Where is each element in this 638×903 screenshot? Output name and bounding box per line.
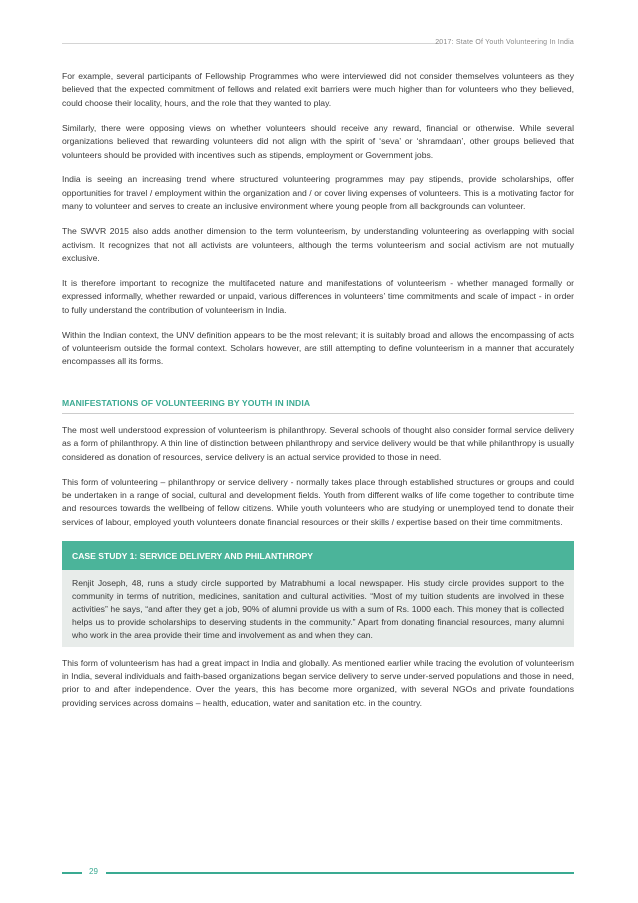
paragraph: This form of volunteerism has had a great impact in India and globally. As mentioned earlier while tracing the evolution of volunteerism in India, several individuals and faith-based organizations began service delivery to serve under-served populations and those in need, prior to and after independence. Over the years, this has become more organized, with several NGOs and private foundations providing services across domains – health, education, water and sanitation etc. in the country. (62, 657, 574, 708)
paragraph: The SWVR 2015 also adds another dimension to the term volunteerism, by understanding volunteering as overlapping with social activism. It recognizes that not all activists are volunteers, although the terms volunteerism and social activism are not mutually exclusive. (62, 226, 574, 263)
case-study-title: CASE STUDY 1: SERVICE DELIVERY AND PHILANTHROPY (62, 541, 574, 570)
case-study-box (62, 541, 574, 647)
page-number: 29 (89, 867, 98, 876)
footer-rule-right (106, 872, 574, 874)
page-content (62, 70, 574, 722)
paragraph: For example, several participants of Fellowship Programmes who were interviewed did not consider themselves volunteers as they believed that the expected commitment of fellows and related exit barriers were much higher than for volunteers who they believed, could choose their locality, hours, and the role that they wanted to play. (62, 71, 574, 108)
paragraph: This form of volunteering – philanthropy or service delivery - normally takes place through established structures or groups and could be undertaken in a range of social, cultural and development fields. Youth from different walks of life come together to contribute time and resources towards the wellbeing of fellow citizens. While youth volunteers who are studying or unemployed tend to donate their services of labour, employed youth volunteers donate financial resources or their skills / expertise based on their time commitments. (62, 476, 574, 527)
header-title: 2017: State Of Youth Volunteering In India (435, 39, 574, 46)
paragraph: The most well understood expression of volunteerism is philanthropy. Several schools of thought also consider formal service delivery as a form of philanthropy. A thin line of distinction between philanthropy and service delivery would be that while philanthropy is usually considered as donation of resources, service delivery is an actual service provided to those in need. (62, 424, 574, 462)
paragraph: Similarly, there were opposing views on whether volunteers should receive any reward, financial or otherwise. While several organizations believed that rewarding volunteers did not align with the spirit of ‘seva’ or ‘shramdaan’, other groups believed that volunteers should be provided with incentives such as stipends, employment or Government jobs. (62, 122, 574, 160)
paragraph: Within the Indian context, the UNV definition appears to be the most relevant; it is suitably broad and allows the encompassing of acts of volunteerism outside the formal context. Scholars however, are still attempting to define volunteerism in a manner that accurately encompasses all its forms. (62, 329, 574, 367)
footer-rule-left (62, 872, 82, 874)
paragraph: It is therefore important to recognize the multifaceted nature and manifestations of volunteerism - whether managed formally or expressed informally, whether rewarded or unpaid, various differences in volunteers’ time commitments and scale of impact - in order to fully understand the contribution of volunteerism in India. (62, 277, 574, 315)
case-study-body (62, 570, 574, 647)
page-header (62, 36, 574, 50)
paragraph: India is seeing an increasing trend where structured volunteering programmes may pay stipends, provide scholarships, offer opportunities for travel / employment within the organization and / or cover living expenses of volunteers. This is a motivating factor for many to volunteer and serves to create an inclusive environment where young people from all backgrounds can volunteer. (62, 174, 574, 212)
header-rule (62, 43, 440, 44)
section-heading: MANIFESTATIONS OF VOLUNTEERING BY YOUTH IN INDIA (62, 398, 574, 414)
page-footer (62, 866, 574, 878)
case-study-text: Renjit Joseph, 48, runs a study circle supported by Matrabhumi a local newspaper. His study circle provides support to the community in terms of nutrition, medicines, sanitation and cultural activities. “Most of my tuition students are involved in these activities” he says, “and after they get a job, 90% of alumni provide us with a sum of Rs. 1000 each. This money that is collected helps us to provide scholarships to deserving students in the community.” Apart from donating financial resources, many alumni who work in the area provide their time and involvement as and when they can. (72, 577, 564, 641)
